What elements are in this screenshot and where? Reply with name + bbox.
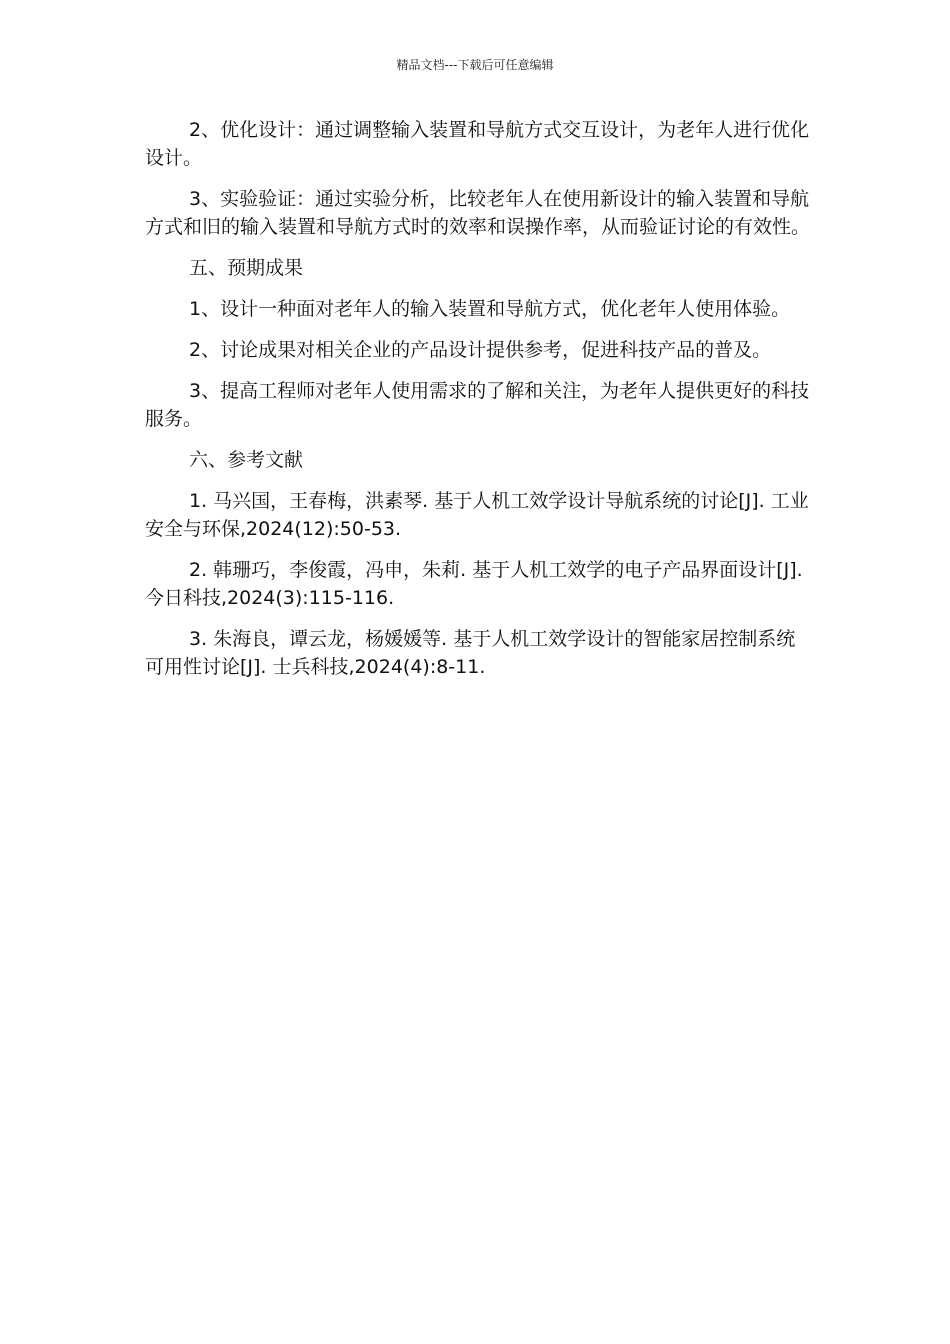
reference-item-3: 3. 朱海良，谭云龙，杨媛媛等. 基于人机工效学设计的智能家居控制系统可用性讨论[J]. 士兵科技,2024(4):8-11. — [145, 628, 796, 678]
paragraph-experiment-validation: 3、实验验证：通过实验分析，比较老年人在使用新设计的输入装置和导航方式和旧的输入装置和导航方式时的效率和误操作率，从而验证讨论的有效性。 — [145, 188, 811, 238]
page-header: 精品文档---下载后可任意编辑 — [396, 58, 554, 72]
reference-item-2: 2. 韩珊巧，李俊霞，冯申，朱莉. 基于人机工效学的电子产品界面设计[J]. 今日科技,2024(3):115-116. — [145, 559, 803, 609]
section-heading-references: 六、参考文献 — [189, 449, 304, 471]
paragraph-optimization-design: 2、优化设计：通过调整输入装置和导航方式交互设计，为老年人进行优化设计。 — [145, 119, 810, 169]
paragraph-result-2: 2、讨论成果对相关企业的产品设计提供参考，促进科技产品的普及。 — [189, 339, 772, 361]
section-heading-expected-results: 五、预期成果 — [189, 257, 304, 279]
document-body — [145, 116, 810, 694]
reference-item-1: 1. 马兴国，王春梅，洪素琴. 基于人机工效学设计导航系统的讨论[J]. 工业安全与环保,2024(12):50-53. — [145, 490, 809, 540]
paragraph-result-3: 3、提高工程师对老年人使用需求的了解和关注，为老年人提供更好的科技服务。 — [145, 380, 810, 430]
paragraph-result-1: 1、设计一种面对老年人的输入装置和导航方式，优化老年人使用体验。 — [189, 298, 791, 320]
